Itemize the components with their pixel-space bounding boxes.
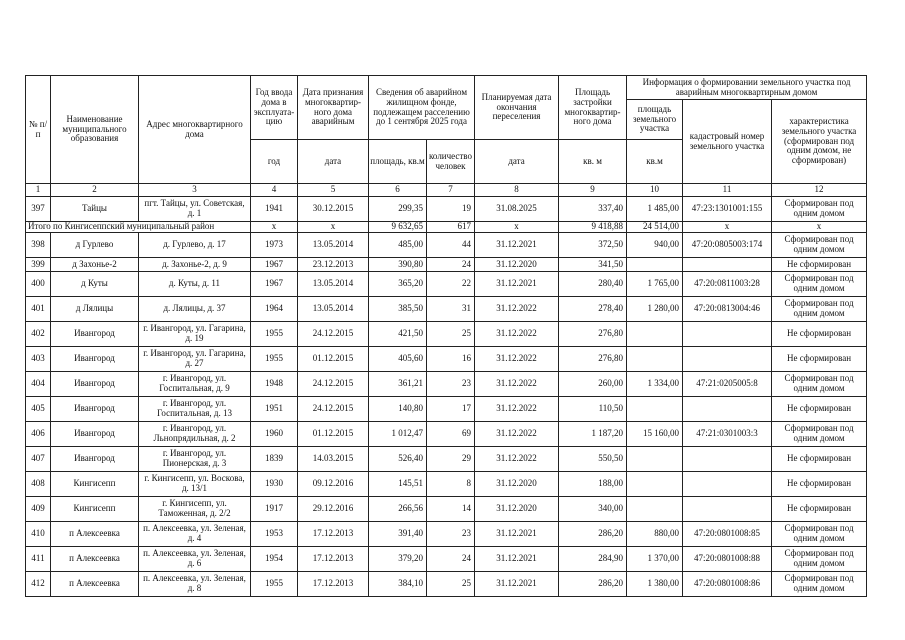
unit-kvm: кв. м [559, 140, 627, 184]
cell-build-area: 276,80 [559, 347, 627, 372]
total-characteristic: х [772, 222, 867, 233]
cell-address: д. Лялицы, д. 37 [139, 297, 251, 322]
cell-build-area: 340,00 [559, 497, 627, 522]
cell-num: 398 [26, 233, 51, 258]
cell-characteristic: Сформирован под одним домом [772, 272, 867, 297]
cell-municipality: п Алексеевка [51, 547, 139, 572]
header-emergency-fund: Сведения об аварийном жилищном фонде, подлежащем расселению до 1 сентября 2025 года [369, 76, 475, 140]
cell-num: 410 [26, 522, 51, 547]
cell-address: д. Захонье-2, д. 9 [139, 258, 251, 272]
cell-address: г. Ивангород, ул. Госпитальная, д. 13 [139, 397, 251, 422]
cell-address: г. Кингисепп, ул. Таможенная, д. 2/2 [139, 497, 251, 522]
cell-cadastral [683, 258, 772, 272]
unit-people: количество человек [427, 140, 475, 184]
cell-end-date: 31.12.2022 [475, 297, 559, 322]
cell-area: 299,35 [369, 197, 427, 222]
cell-date: 09.12.2016 [298, 472, 369, 497]
column-number: 7 [427, 184, 475, 197]
cell-characteristic: Сформирован под одним домом [772, 197, 867, 222]
header-cadastral: кадастровый номер земельного участка [683, 100, 772, 184]
cell-municipality: д Захонье-2 [51, 258, 139, 272]
cell-characteristic: Не сформирован [772, 447, 867, 472]
cell-municipality: д Куты [51, 272, 139, 297]
header-year-commissioned: Год ввода дома в эксплуата-цию [251, 76, 298, 140]
cell-municipality: д Гурлево [51, 233, 139, 258]
cell-num: 412 [26, 572, 51, 597]
cell-end-date: 31.12.2021 [475, 522, 559, 547]
cell-cadastral [683, 322, 772, 347]
cell-year: 1967 [251, 258, 298, 272]
cell-build-area: 260,00 [559, 372, 627, 397]
cell-date: 01.12.2015 [298, 347, 369, 372]
cell-num: 408 [26, 472, 51, 497]
cell-build-area: 276,80 [559, 322, 627, 347]
cell-date: 01.12.2015 [298, 422, 369, 447]
cell-municipality: Ивангород [51, 322, 139, 347]
cell-land-area [627, 497, 683, 522]
cell-num: 409 [26, 497, 51, 522]
cell-characteristic: Не сформирован [772, 472, 867, 497]
table-row [26, 547, 867, 572]
cell-cadastral: 47:23:1301001:155 [683, 197, 772, 222]
cell-people: 44 [427, 233, 475, 258]
cell-build-area: 341,50 [559, 258, 627, 272]
unit-date: дата [298, 140, 369, 184]
cell-land-area: 1 280,00 [627, 297, 683, 322]
column-number: 9 [559, 184, 627, 197]
total-end-date: х [475, 222, 559, 233]
column-number: 2 [51, 184, 139, 197]
cell-end-date: 31.12.2021 [475, 547, 559, 572]
cell-land-area [627, 258, 683, 272]
cell-cadastral [683, 497, 772, 522]
cell-year: 1973 [251, 233, 298, 258]
table-row [26, 197, 867, 222]
cell-build-area: 110,50 [559, 397, 627, 422]
cell-characteristic: Не сформирован [772, 322, 867, 347]
cell-address: г. Ивангород, ул. Льнопрядильная, д. 2 [139, 422, 251, 447]
cell-address: г. Ивангород, ул. Гагарина, д. 27 [139, 347, 251, 372]
cell-characteristic: Сформирован под одним домом [772, 372, 867, 397]
column-number: 1 [26, 184, 51, 197]
cell-municipality: Кингисепп [51, 497, 139, 522]
cell-characteristic: Не сформирован [772, 258, 867, 272]
cell-build-area: 550,50 [559, 447, 627, 472]
cell-build-area: 284,90 [559, 547, 627, 572]
cell-date: 24.12.2015 [298, 322, 369, 347]
cell-cadastral: 47:20:0813004:46 [683, 297, 772, 322]
cell-land-area: 1 334,00 [627, 372, 683, 397]
cell-year: 1955 [251, 347, 298, 372]
cell-year: 1941 [251, 197, 298, 222]
table-row [26, 422, 867, 447]
cell-year: 1917 [251, 497, 298, 522]
cell-end-date: 31.12.2020 [475, 258, 559, 272]
unit-kvm-land: кв.м [627, 140, 683, 184]
cell-address: г. Ивангород, ул. Госпитальная, д. 9 [139, 372, 251, 397]
cell-date: 13.05.2014 [298, 233, 369, 258]
cell-build-area: 286,20 [559, 522, 627, 547]
cell-characteristic: Сформирован под одним домом [772, 422, 867, 447]
cell-address: д. Гурлево, д. 17 [139, 233, 251, 258]
cell-land-area [627, 447, 683, 472]
cell-address: г. Ивангород, ул. Пионерская, д. 3 [139, 447, 251, 472]
column-number: 4 [251, 184, 298, 197]
cell-num: 401 [26, 297, 51, 322]
table-row [26, 233, 867, 258]
header-planned-end: Планируемая дата окончания переселения [475, 76, 559, 140]
cell-cadastral: 47:21:0205005:8 [683, 372, 772, 397]
cell-land-area [627, 472, 683, 497]
cell-land-area: 1 380,00 [627, 572, 683, 597]
total-people: 617 [427, 222, 475, 233]
cell-date: 17.12.2013 [298, 572, 369, 597]
cell-end-date: 31.12.2021 [475, 272, 559, 297]
cell-year: 1955 [251, 572, 298, 597]
cell-area: 485,00 [369, 233, 427, 258]
column-number: 8 [475, 184, 559, 197]
table-row [26, 397, 867, 422]
cell-municipality: п Алексеевка [51, 572, 139, 597]
table-row [26, 372, 867, 397]
cell-municipality: Ивангород [51, 347, 139, 372]
cell-municipality: Ивангород [51, 447, 139, 472]
cell-land-area: 1 370,00 [627, 547, 683, 572]
cell-cadastral: 47:20:0805003:174 [683, 233, 772, 258]
cell-characteristic: Сформирован под одним домом [772, 572, 867, 597]
cell-end-date: 31.12.2021 [475, 572, 559, 597]
cell-cadastral: 47:20:0801008:86 [683, 572, 772, 597]
table-header [26, 76, 867, 197]
cell-cadastral [683, 397, 772, 422]
cell-characteristic: Не сформирован [772, 397, 867, 422]
cell-people: 17 [427, 397, 475, 422]
header-land-info: Информация о формировании земельного участка под аварийным многоквартирным домом [627, 76, 867, 100]
cell-municipality: д Лялицы [51, 297, 139, 322]
cell-area: 390,80 [369, 258, 427, 272]
cell-area: 140,80 [369, 397, 427, 422]
cell-address: д. Куты, д. 11 [139, 272, 251, 297]
cell-people: 23 [427, 522, 475, 547]
cell-address: г. Ивангород, ул. Гагарина, д. 19 [139, 322, 251, 347]
cell-build-area: 337,40 [559, 197, 627, 222]
cell-year: 1960 [251, 422, 298, 447]
cell-people: 19 [427, 197, 475, 222]
cell-municipality: Кингисепп [51, 472, 139, 497]
cell-characteristic: Сформирован под одним домом [772, 547, 867, 572]
cell-address: пгт. Тайцы, ул. Советская, д. 1 [139, 197, 251, 222]
cell-num: 404 [26, 372, 51, 397]
table-row [26, 472, 867, 497]
cell-people: 69 [427, 422, 475, 447]
cell-characteristic: Сформирован под одним домом [772, 522, 867, 547]
table-body [26, 197, 867, 597]
cell-address: п. Алексеевка, ул. Зеленая, д. 4 [139, 522, 251, 547]
unit-year: год [251, 140, 298, 184]
column-number: 5 [298, 184, 369, 197]
table-row [26, 347, 867, 372]
cell-date: 17.12.2013 [298, 522, 369, 547]
cell-build-area: 188,00 [559, 472, 627, 497]
cell-area: 145,51 [369, 472, 427, 497]
emergency-housing-table [25, 75, 867, 597]
cell-cadastral: 47:20:0801008:85 [683, 522, 772, 547]
cell-year: 1964 [251, 297, 298, 322]
cell-year: 1953 [251, 522, 298, 547]
cell-people: 22 [427, 272, 475, 297]
cell-address: п. Алексеевка, ул. Зеленая, д. 6 [139, 547, 251, 572]
cell-land-area [627, 322, 683, 347]
cell-people: 25 [427, 572, 475, 597]
cell-date: 24.12.2015 [298, 372, 369, 397]
cell-build-area: 280,40 [559, 272, 627, 297]
cell-municipality: Ивангород [51, 422, 139, 447]
table-row [26, 258, 867, 272]
cell-year: 1955 [251, 322, 298, 347]
cell-land-area: 880,00 [627, 522, 683, 547]
cell-land-area: 1 485,00 [627, 197, 683, 222]
header-num: № п/п [26, 76, 51, 184]
cell-end-date: 31.12.2021 [475, 233, 559, 258]
cell-characteristic: Сформирован под одним домом [772, 233, 867, 258]
table-row [26, 447, 867, 472]
cell-cadastral: 47:20:0801008:88 [683, 547, 772, 572]
cell-people: 24 [427, 258, 475, 272]
cell-area: 385,50 [369, 297, 427, 322]
cell-num: 406 [26, 422, 51, 447]
total-land-area: 24 514,00 [627, 222, 683, 233]
cell-address: г. Кингисепп, ул. Воскова, д. 13/1 [139, 472, 251, 497]
total-row [26, 222, 867, 233]
cell-municipality: Ивангород [51, 397, 139, 422]
table-row [26, 572, 867, 597]
cell-end-date: 31.12.2022 [475, 447, 559, 472]
cell-num: 403 [26, 347, 51, 372]
table-row [26, 497, 867, 522]
cell-end-date: 31.12.2022 [475, 397, 559, 422]
cell-land-area: 940,00 [627, 233, 683, 258]
total-build-area: 9 418,88 [559, 222, 627, 233]
cell-area: 266,56 [369, 497, 427, 522]
cell-year: 1967 [251, 272, 298, 297]
column-number: 10 [627, 184, 683, 197]
cell-municipality: п Алексеевка [51, 522, 139, 547]
cell-characteristic: Сформирован под одним домом [772, 297, 867, 322]
column-number: 12 [772, 184, 867, 197]
cell-cadastral [683, 447, 772, 472]
cell-land-area: 15 160,00 [627, 422, 683, 447]
cell-num: 397 [26, 197, 51, 222]
cell-date: 30.12.2015 [298, 197, 369, 222]
header-land-area: площадь земельного участка [627, 100, 683, 140]
cell-build-area: 1 187,20 [559, 422, 627, 447]
cell-date: 13.05.2014 [298, 272, 369, 297]
cell-cadastral: 47:20:0811003:28 [683, 272, 772, 297]
cell-end-date: 31.12.2022 [475, 347, 559, 372]
cell-land-area [627, 397, 683, 422]
cell-area: 1 012,47 [369, 422, 427, 447]
cell-date: 29.12.2016 [298, 497, 369, 522]
cell-end-date: 31.08.2025 [475, 197, 559, 222]
cell-end-date: 31.12.2020 [475, 497, 559, 522]
cell-end-date: 31.12.2020 [475, 472, 559, 497]
cell-municipality: Ивангород [51, 372, 139, 397]
cell-date: 17.12.2013 [298, 547, 369, 572]
cell-build-area: 278,40 [559, 297, 627, 322]
cell-area: 421,50 [369, 322, 427, 347]
cell-area: 379,20 [369, 547, 427, 572]
column-number: 11 [683, 184, 772, 197]
cell-year: 1951 [251, 397, 298, 422]
cell-num: 399 [26, 258, 51, 272]
cell-area: 365,20 [369, 272, 427, 297]
cell-people: 25 [427, 322, 475, 347]
cell-date: 14.03.2015 [298, 447, 369, 472]
cell-num: 400 [26, 272, 51, 297]
cell-area: 361,21 [369, 372, 427, 397]
cell-year: 1948 [251, 372, 298, 397]
cell-land-area: 1 765,00 [627, 272, 683, 297]
cell-people: 29 [427, 447, 475, 472]
cell-num: 407 [26, 447, 51, 472]
cell-cadastral [683, 472, 772, 497]
cell-year: 1839 [251, 447, 298, 472]
column-number: 6 [369, 184, 427, 197]
cell-year: 1930 [251, 472, 298, 497]
header-municipality: Наименование муниципального образования [51, 76, 139, 184]
cell-cadastral [683, 347, 772, 372]
table-row [26, 297, 867, 322]
total-date: х [298, 222, 369, 233]
table-row [26, 522, 867, 547]
cell-people: 16 [427, 347, 475, 372]
table-row [26, 272, 867, 297]
cell-area: 405,60 [369, 347, 427, 372]
cell-address: п. Алексеевка, ул. Зеленая, д. 8 [139, 572, 251, 597]
header-building-area: Площадь застройки многоквартир-ного дома [559, 76, 627, 140]
cell-year: 1954 [251, 547, 298, 572]
cell-build-area: 372,50 [559, 233, 627, 258]
cell-characteristic: Не сформирован [772, 497, 867, 522]
cell-num: 402 [26, 322, 51, 347]
unit-date-end: дата [475, 140, 559, 184]
cell-area: 526,40 [369, 447, 427, 472]
total-label: Итого по Кингисеппский муниципальный район [26, 222, 251, 233]
cell-num: 405 [26, 397, 51, 422]
cell-people: 8 [427, 472, 475, 497]
cell-date: 23.12.2013 [298, 258, 369, 272]
cell-build-area: 286,20 [559, 572, 627, 597]
cell-end-date: 31.12.2022 [475, 322, 559, 347]
column-number: 3 [139, 184, 251, 197]
cell-land-area [627, 347, 683, 372]
cell-date: 24.12.2015 [298, 397, 369, 422]
cell-people: 14 [427, 497, 475, 522]
document-sheet [25, 75, 867, 597]
cell-people: 24 [427, 547, 475, 572]
cell-area: 391,40 [369, 522, 427, 547]
cell-area: 384,10 [369, 572, 427, 597]
cell-people: 31 [427, 297, 475, 322]
total-area: 9 632,65 [369, 222, 427, 233]
cell-cadastral: 47:21:0301003:3 [683, 422, 772, 447]
header-land-characteristic: характеристика земельного участка (сформирован под одним домом, не сформирован) [772, 100, 867, 184]
total-cadastral: х [683, 222, 772, 233]
cell-end-date: 31.12.2022 [475, 372, 559, 397]
cell-people: 23 [427, 372, 475, 397]
cell-municipality: Тайцы [51, 197, 139, 222]
cell-characteristic: Не сформирован [772, 347, 867, 372]
header-recognition-date: Дата признания многоквартир-ного дома аварийным [298, 76, 369, 140]
unit-area: площадь, кв.м [369, 140, 427, 184]
table-row [26, 322, 867, 347]
header-address: Адрес многоквартирного дома [139, 76, 251, 184]
column-numbers-row [26, 184, 867, 197]
cell-date: 13.05.2014 [298, 297, 369, 322]
total-year: х [251, 222, 298, 233]
cell-end-date: 31.12.2022 [475, 422, 559, 447]
cell-num: 411 [26, 547, 51, 572]
